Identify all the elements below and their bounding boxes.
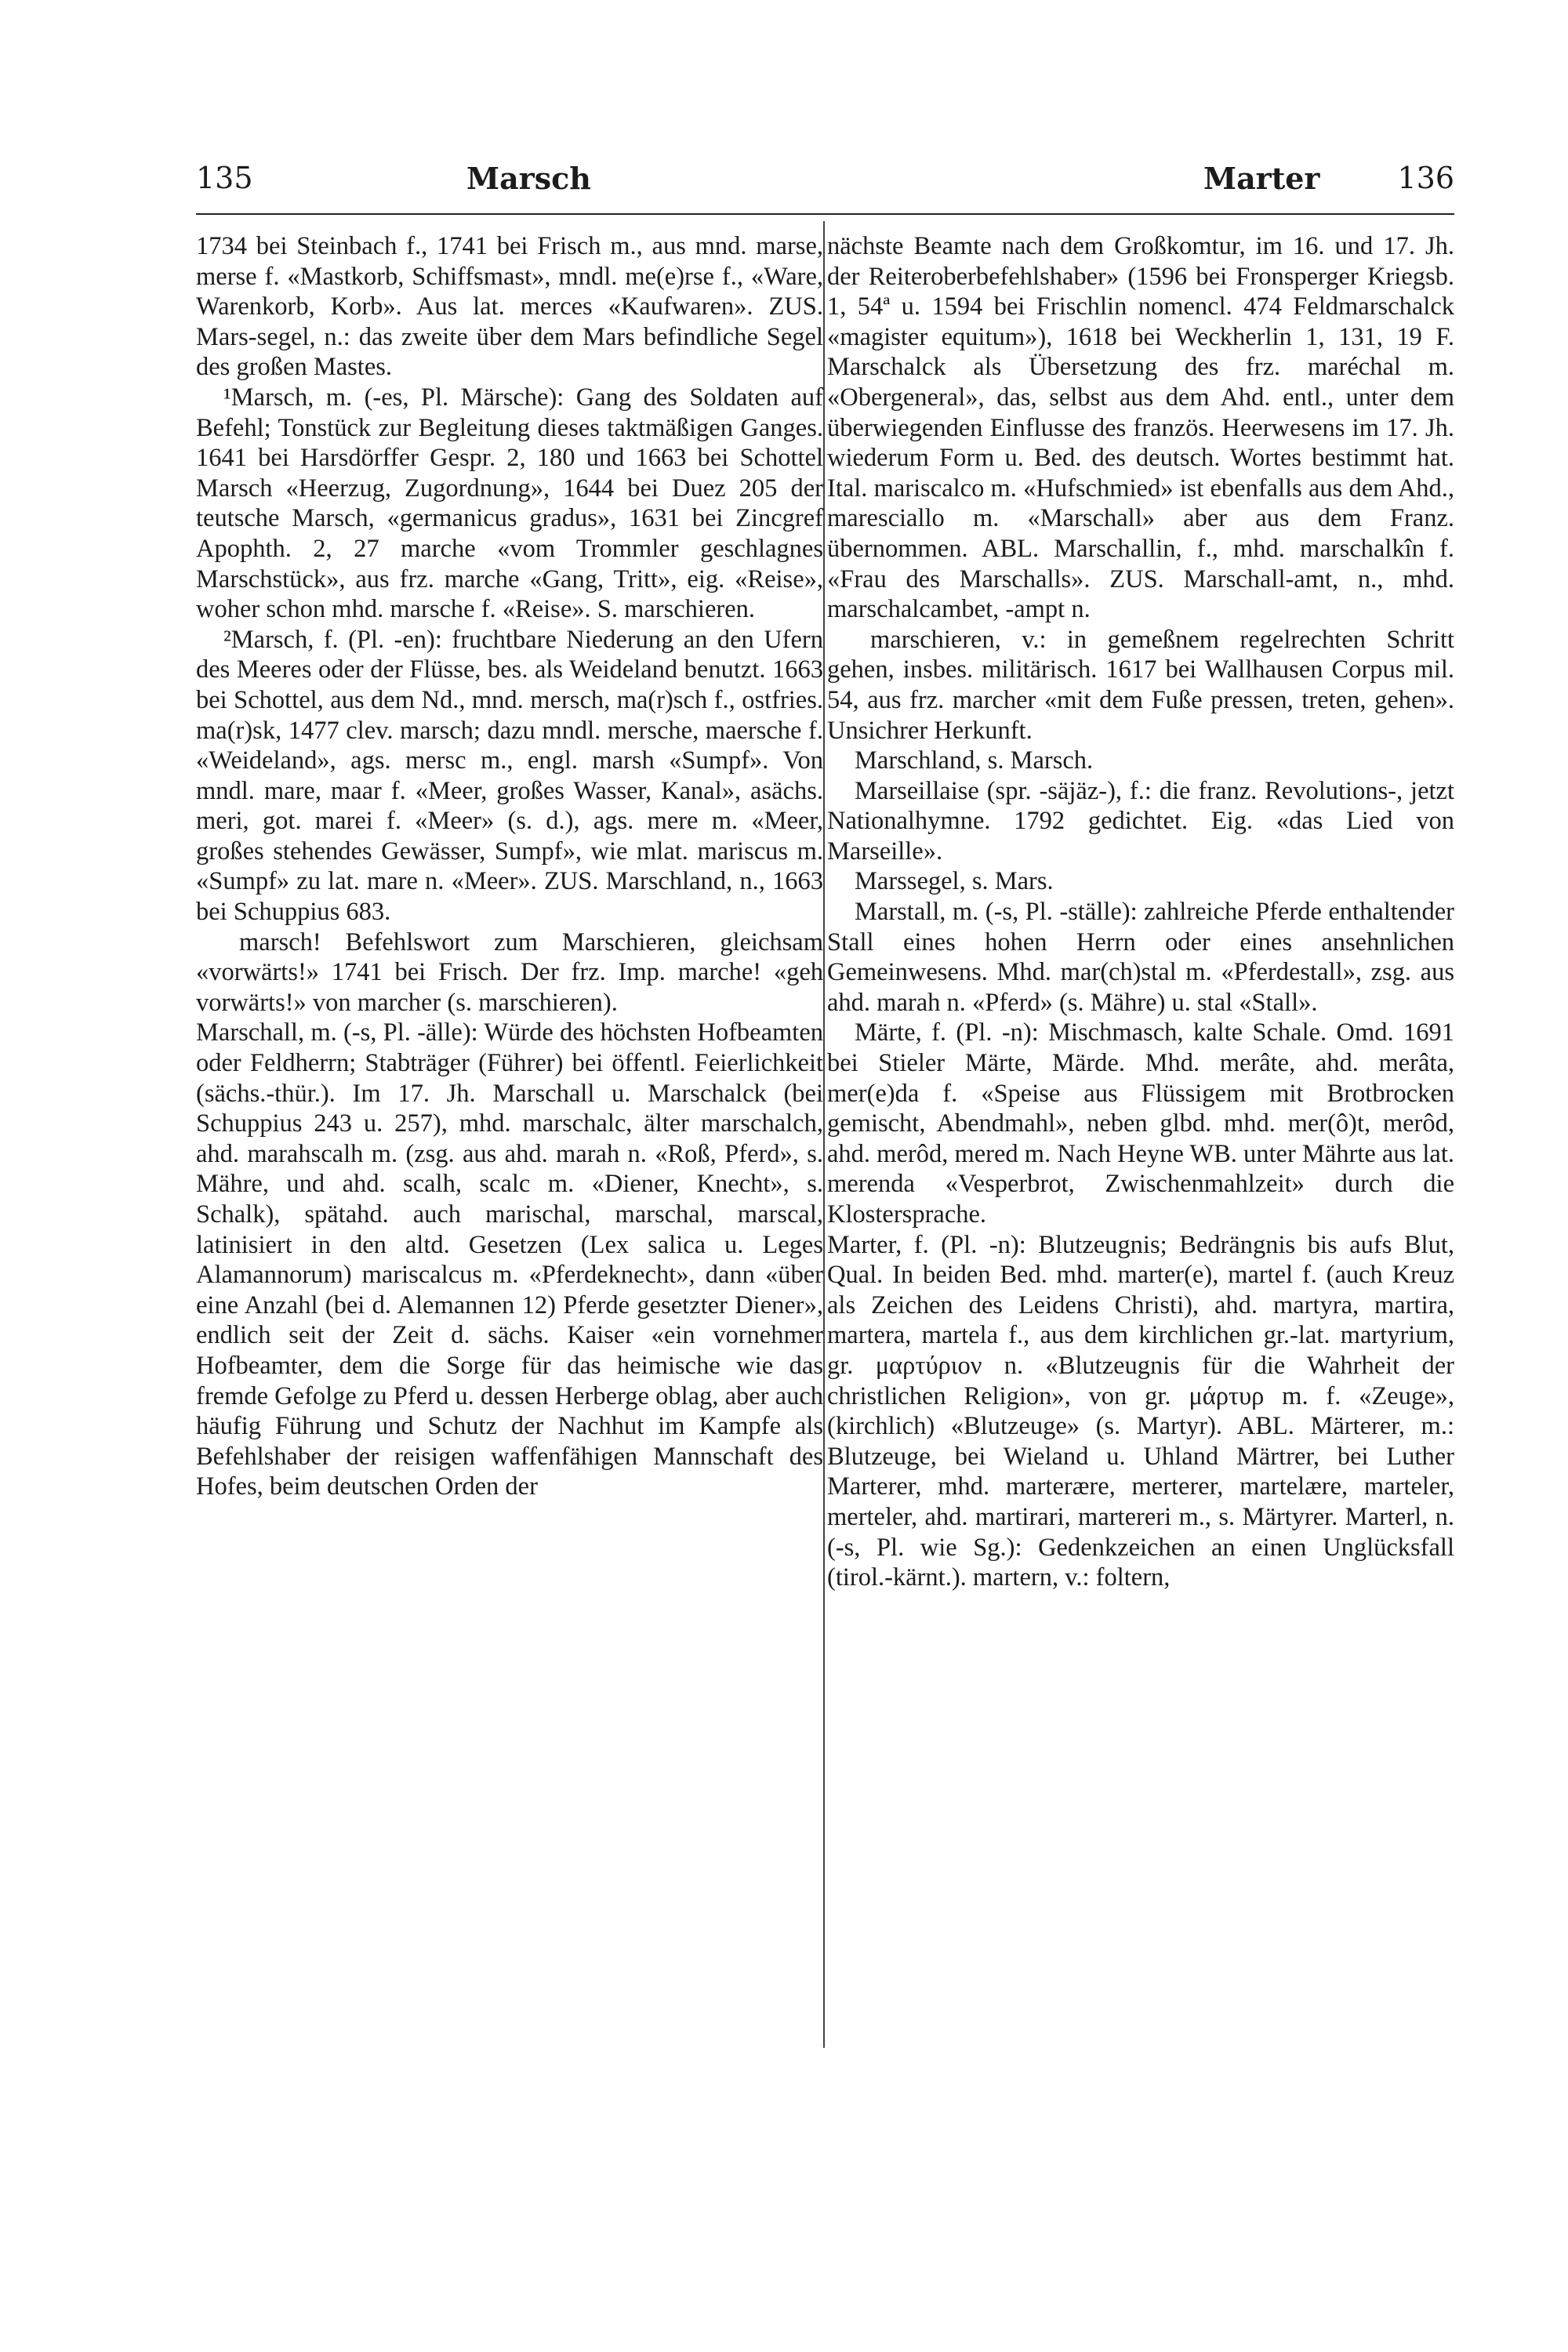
left-column (196, 231, 823, 1502)
entry-marsch-2: ²Marsch, f. (Pl. -en): fruchtbare Niederung an den Ufern des Meeres oder der Flüsse, bes. als Weideland benutzt. 1663 bei Schottel, aus dem Nd., mnd. mersch, ma(r)sch f., ostfries. ma(r)sk, 1477 clev. marsch; dazu mndl. mersche, maersche f. «Weideland», ags. mersc m., engl. marsh «Sumpf». Von mndl. mare, maar f. «Meer, großes Wasser, Kanal», asächs. meri, got. marei f. «Meer» (s. d.), ags. mere m. «Meer, großes stehendes Gewässer, Sumpf», wie mlat. mariscus m. «Sumpf» zu lat. mare n. «Meer». ZUS. Marschland, n., 1663 bei Schuppius 683. (196, 625, 823, 927)
running-head-left: Marsch (466, 161, 591, 196)
entry-marschieren: marschieren, v.: in gemeßnem regelrechten Schritt gehen, insbes. militärisch. 1617 bei Wallhausen Corpus mil. 54, aus frz. marcher «mit dem Fuße pressen, treten, gehen». Unsichrer Herkunft. (827, 625, 1454, 745)
entry-marseillaise: Marseillaise (spr. -säjäz-), f.: die franz. Revolutions-, jetzt Nationalhymne. 1792 gedichtet. Eig. «das Lied von Marseille». (827, 776, 1454, 866)
entry-marter: Marter, f. (Pl. -n): Blutzeugnis; Bedrängnis bis aufs Blut, Qual. In beiden Bed. mhd. marter(e), martel f. (auch Kreuz als Zeichen des Leidens Christi), ahd. martyra, martira, martera, martela f., aus dem kirchlichen gr.-lat. martyrium, gr. μαρτύριον n. «Blutzeugnis für die Wahrheit der christlichen Religion», von gr. μάρτυρ m. f. «Zeuge», (kirchlich) «Blutzeuge» (s. Martyr). ABL. Märterer, m.: Blutzeuge, bei Wieland u. Uhland Märtrer, bei Luther Marterer, mhd. marterære, merterer, martelære, marteler, merteler, ahd. martirari, martereri m., s. Märtyrer. Marterl, n. (-s, Pl. wie Sg.): Gedenkzeichen an einen Unglücksfall (tirol.-kärnt.). martern, v.: foltern, (827, 1230, 1454, 1592)
page-header (196, 161, 1454, 208)
right-column (827, 231, 1454, 1593)
page-number-left: 135 (196, 161, 253, 195)
entry-marschall: Marschall, m. (-s, Pl. -älle): Würde des höchsten Hofbeamten oder Feldherrn; Stabträger (Führer) bei öffentl. Feierlichkeit (sächs.-thür.). Im 17. Jh. Marschall u. Marschalck (bei Schuppius 243 u. 257), mhd. marschalc, älter marschalch, ahd. marahscalh m. (zsg. aus ahd. marah n. «Roß, Pferd», s. Mähre, und ahd. scalh, scalc m. «Diener, Knecht», s. Schalk), spätahd. auch marischal, marschal, marscal, latinisiert in den altd. Gesetzen (Lex salica u. Leges Alamannorum) mariscalcus m. «Pferdeknecht», dann «über eine Anzahl (bei d. Alemannen 12) Pferde gesetzter Diener», endlich seit der Zeit d. sächs. Kaiser «ein vornehmer Hofbeamter, dem die Sorge für das heimische wie das fremde Gefolge zu Pferd u. dessen Herberge oblag, aber auch häufig Führung und Schutz der Nachhut im Kampfe als Befehlshaber der reisigen waffenfähigen Mannschaft des Hofes, beim deutschen Orden der (196, 1018, 823, 1501)
entry-marssegel: Marssegel, s. Mars. (855, 867, 1054, 896)
entry-marschall-continuation: nächste Beamte nach dem Großkomtur, im 16. und 17. Jh. der Reiteroberbefehlshaber» (1596 bei Fronsperger Kriegsb. 1, 54ª u. 1594 bei Frischlin nomencl. 474 Feldmarschalck «magister equitum»), 1618 bei Weckherlin 1, 131, 19 F. Marschalck als Übersetzung des frz. maréchal m. «Obergeneral», das, selbst aus dem Ahd. entl., unter dem überwiegenden Einflusse des französ. Heerwesens im 17. Jh. wiederum Form u. Bed. des deutsch. Wortes bestimmt hat. Ital. mariscalco m. «Hufschmied» ist ebenfalls aus dem Ahd., maresciallo m. «Marschall» aber aus dem Franz. übernommen. ABL. Marschallin, f., mhd. marschalkîn f. «Frau des Marschalls». ZUS. Marschall-amt, n., mhd. marschalcambet, -ampt n. (827, 232, 1454, 624)
entry-marsch-1: ¹Marsch, m. (-es, Pl. Märsche): Gang des Soldaten auf Befehl; Tonstück zur Begleitung dieses taktmäßigen Ganges. 1641 bei Harsdörffer Gespr. 2, 180 und 1663 bei Schottel Marsch «Heerzug, Zugordnung», 1644 bei Duez 205 der teutsche Marsch, «germanicus gradus», 1631 bei Zincgref Apophth. 2, 27 marche «vom Trommler geschlagnes Marschstück», aus frz. marche «Gang, Tritt», eig. «Reise», woher schon mhd. marsche f. «Reise». S. marschieren. (196, 383, 823, 624)
entry-marstall: Marstall, m. (-s, Pl. -ställe): zahlreiche Pferde enthaltender Stall eines hohen Herrn oder eines ansehnlichen Gemeinwesens. Mhd. mar(ch)stal m. «Pferdestall», zsg. aus ahd. marah n. «Pferd» (s. Mähre) u. stal «Stall». (827, 898, 1454, 1017)
header-rule (196, 213, 1454, 215)
running-head-right: Marter (1203, 161, 1320, 196)
entry-maerte: Märte, f. (Pl. -n): Mischmasch, kalte Schale. Omd. 1691 bei Stieler Märte, Märde. Mhd. merâte, ahd. merâta, mer(e)da f. «Speise aus Flüssigem mit Brotbrocken gemischt, Abendmahl», neben glbd. mhd. mer(ô)t, merôd, ahd. merôd, mered m. Nach Heyne WB. unter Mährte aus lat. merenda «Vesperbrot, Zwischenmahlzeit» durch die Klostersprache. (827, 1018, 1454, 1229)
column-divider (823, 221, 825, 2048)
entry-mars-continuation: 1734 bei Steinbach f., 1741 bei Frisch m., aus mnd. marse, merse f. «Mastkorb, Schiffsmast», mndl. me(e)rse f., «Ware, Warenkorb, Korb». Aus lat. merces «Kaufwaren». ZUS. Mars-segel, n.: das zweite über dem Mars befindliche Segel des großen Mastes. (196, 232, 823, 382)
page-number-right: 136 (1397, 161, 1454, 195)
entry-marsch-interjection: marsch! Befehlswort zum Marschieren, gleichsam «vorwärts!» 1741 bei Frisch. Der frz. Imp. marche! «geh vorwärts!» von marcher (s. marschieren). (196, 927, 823, 1017)
entry-marschland: Marschland, s. Marsch. (855, 746, 1094, 775)
